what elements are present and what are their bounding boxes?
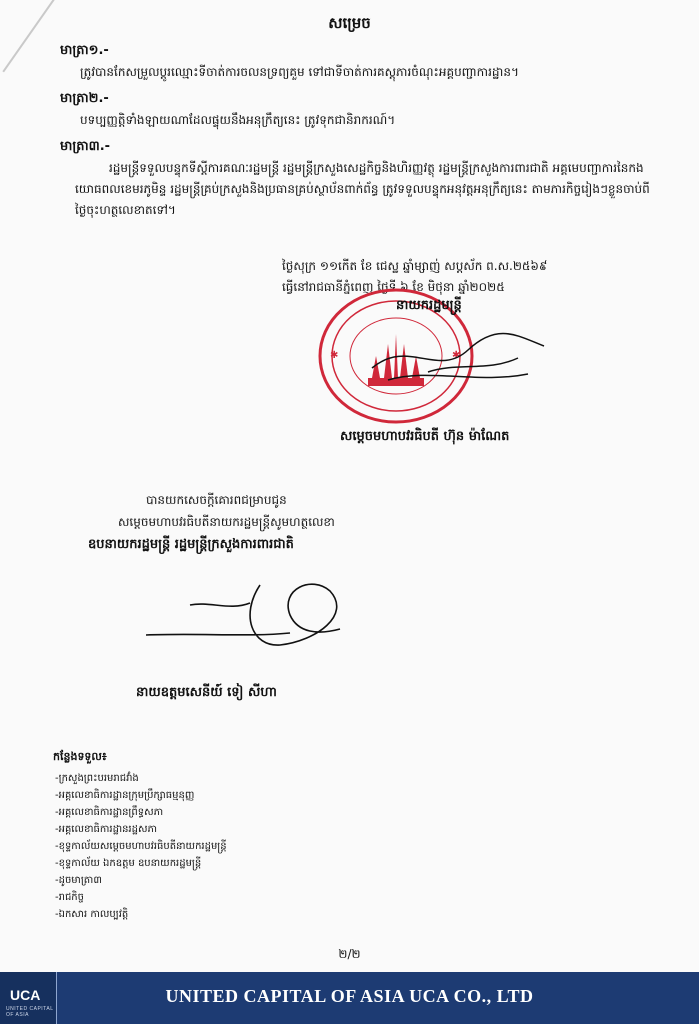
general-name: នាយឧត្តមសេនីយ៍ ទៀ សីហា bbox=[136, 685, 277, 700]
deputy-pm-title: ឧបនាយករដ្ឋមន្ត្រី រដ្ឋមន្ត្រីក្រសួងការពារជាតិ bbox=[88, 537, 294, 552]
lunar-date: ថ្ងៃសុក្រ ១១កើត ខែ ជេស្ឋ ឆ្នាំម្សាញ់ សប្តស័ក ព.ស.២៥៦៩ bbox=[282, 259, 548, 273]
prime-minister-name: សម្តេចមហាបវរធិបតី ហ៊ុន ម៉ាណែត bbox=[340, 429, 510, 444]
solar-date: ធ្វើនៅរាជធានីភ្នំពេញ ថ្ងៃទី ៦ ខែ មិថុនា ឆ្នាំ២០២៥ bbox=[282, 280, 505, 294]
company-footer bbox=[0, 972, 699, 1024]
company-name: UNITED CAPITAL OF ASIA UCA CO., LTD bbox=[165, 986, 534, 1006]
certification-line-2: សម្តេចមហាបវរធិបតីនាយករដ្ឋមន្ត្រីសូមហត្ថលេខា bbox=[118, 515, 335, 529]
recipients-list bbox=[55, 770, 227, 923]
svg-text:✱: ✱ bbox=[452, 350, 461, 361]
article-2-label: មាត្រា២.- bbox=[60, 91, 109, 106]
recipient-item: -ក្រសួងព្រះបរមរាជវាំង bbox=[55, 773, 139, 784]
recipient-item: -អគ្គលេខាធិការដ្ឋានក្រុមប្រឹក្សាធម្មនុញ្ញ bbox=[55, 790, 195, 801]
logo-subtext: UNITED CAPITAL OF ASIA bbox=[6, 1006, 54, 1018]
recipient-item: -ឯកសារ កាលប្បវត្តិ bbox=[55, 909, 129, 920]
deputy-signature bbox=[140, 575, 360, 655]
certification-line-1: បានយកសេចក្តីគោរពជម្រាបជូន bbox=[146, 493, 287, 507]
page-number: ២/២ bbox=[338, 947, 361, 961]
pm-signature bbox=[368, 328, 548, 388]
document-title: សម្រេច bbox=[328, 14, 371, 32]
recipient-item: -អគ្គលេខាធិការដ្ឋានរដ្ឋសភា bbox=[55, 824, 157, 835]
recipient-item: -ដូចមាត្រា៣ bbox=[55, 875, 102, 886]
article-3-text: រដ្ឋមន្ត្រីទទួលបន្ទុកទីស្តីការគណៈរដ្ឋមន្ត្រី រដ្ឋមន្ត្រីក្រសួងសេដ្ឋកិច្ចនិងហិរញ្ញវត្ថុ រដ្ឋមន្ត្រីក្រសួងការពារជាតិ អគ្គមេបញ្ជាការនៃកងយោធពលខេមរភូមិន្ទ រដ្ឋមន្ត្រីគ្រប់ក្រសួងនិងប្រធានគ្រប់ស្ថាប័នពាក់ព័ន្ធ ត្រូវទទួលបន្ទុកអនុវត្តអនុក្រឹត្យនេះ តាមភារកិច្ចរៀងៗខ្លួនចាប់ពីថ្ងៃចុះហត្ថលេខាតទៅ។ bbox=[75, 161, 650, 217]
recipient-item: -ខុទ្ទកាល័យសម្តេចមហាបវរធិបតីនាយករដ្ឋមន្ត្រី bbox=[55, 841, 227, 852]
recipient-item: -ខុទ្ទកាល័យ ឯកឧត្តម ឧបនាយករដ្ឋមន្ត្រី bbox=[55, 858, 202, 869]
svg-text:✱: ✱ bbox=[330, 350, 339, 361]
article-2-text: បទប្បញ្ញត្តិទាំងឡាយណាដែលផ្ទុយនឹងអនុក្រឹត្យនេះ ត្រូវទុកជានិរាករណ៍។ bbox=[80, 113, 396, 127]
article-1-text: ត្រូវបានកែសម្រួលប្តូរឈ្មោះទីចាត់ការចលនទ្រព្យគួម ទៅជាទីចាត់ការគស្តុភារចំណុះអគ្គបញ្ជាការដ្ឋាន។ bbox=[80, 65, 519, 79]
logo-text: UCA bbox=[10, 987, 41, 1003]
article-3-label: មាត្រា៣.- bbox=[60, 139, 111, 154]
recipients-title: កន្លែងទទួល៖ bbox=[53, 750, 107, 763]
article-1-label: មាត្រា១.- bbox=[60, 43, 109, 58]
recipient-item: -អគ្គលេខាធិការដ្ឋានព្រឹទ្ធសភា bbox=[55, 807, 164, 818]
prime-minister-label: នាយករដ្ឋមន្ត្រី bbox=[396, 298, 462, 313]
scan-edge-line bbox=[2, 0, 55, 72]
recipient-item: -រាជកិច្ច bbox=[55, 892, 84, 903]
